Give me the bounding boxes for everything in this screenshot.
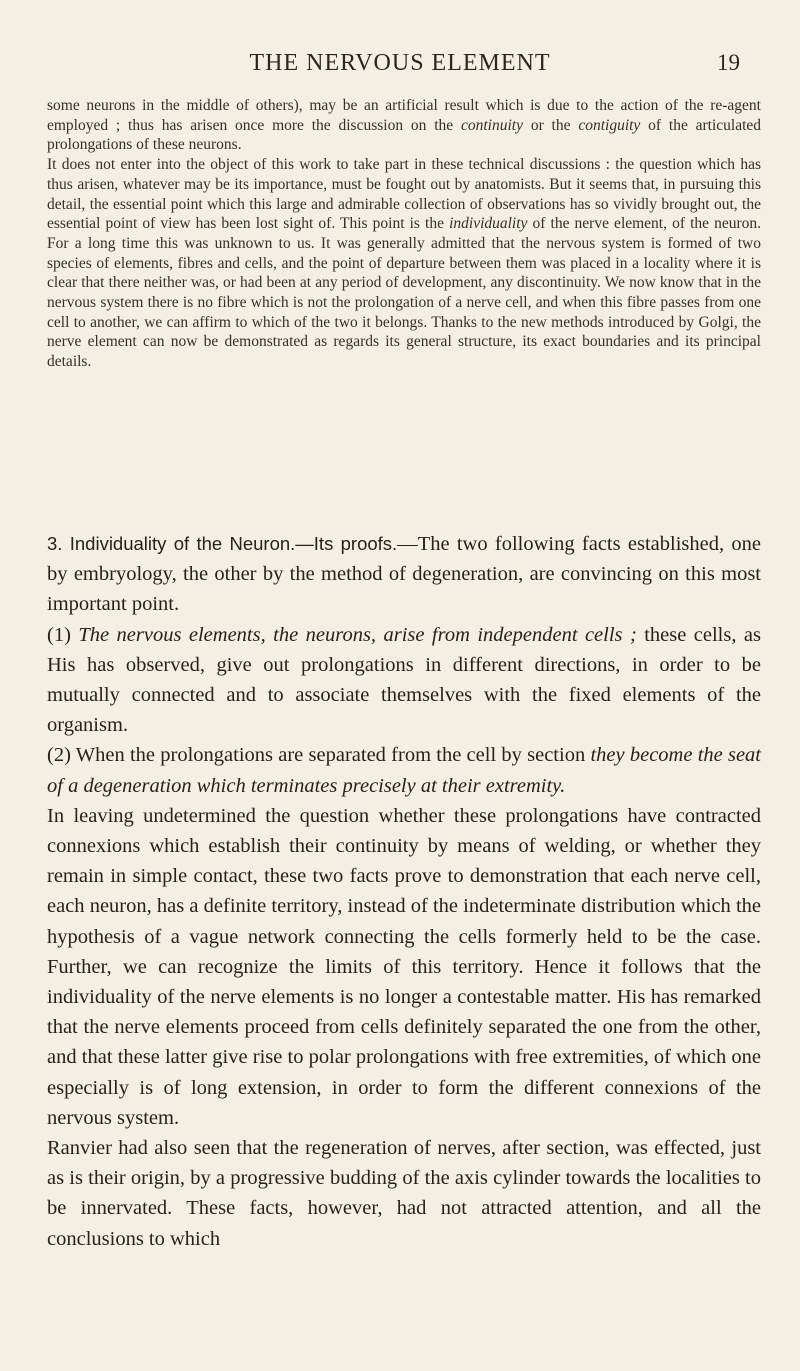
text-run: some neurons in the middle of others), may be an artificial result which is due to the action of the re-agent employed ; thus has arisen once more the discussion on the [47, 97, 761, 134]
paragraph-continuity [47, 96, 761, 155]
large-print-block [47, 529, 761, 1254]
text-run: —The two following facts established, one by embryology, the other by the method of degeneration, are convincing on this most important point. [47, 533, 761, 616]
fact-two-paragraph [47, 740, 761, 800]
section-heading: 3. Individuality of the Neuron.—Its proofs. [47, 533, 398, 554]
italic-term: individuality [449, 215, 528, 233]
fact-number: (1) [47, 623, 71, 646]
small-print-block [47, 96, 761, 372]
page-number: 19 [717, 50, 740, 75]
paragraph-ranvier: Ranvier had also seen that the regeneration of nerves, after section, was effected, just as is their origin, by a progressive budding of the axis cylinder towards the localities to be innervated. These facts, however, had not attracted attention, and all the conclusions to which [47, 1137, 761, 1250]
text-run: these cells, as His has observed, give out prolongations in different directions, in order to be mutually connected and to associate themselves with the fixed elements of the organism. [47, 623, 761, 737]
italic-statement: they become the seat of a degeneration which terminates precisely at their extremity. [47, 744, 762, 797]
text-run: (2) When the prolongations are separated from the cell by section [47, 744, 586, 767]
section-paragraph [47, 529, 761, 620]
text-run: of the nerve element, of the neuron. For a long time this was unknown to us. It was generally admitted that the nervous system is formed of two species of elements, fibres and cells, and the point of departure between them was placed in a locality where it is clear that there neither was, or had been at any period of development, any discontinuity. We now know that in the nervous system there is no fibre which is not the prolongation of a nerve cell, and when this fibre passes from one cell to another, we can affirm to which of the two it belongs. Thanks to the new methods introduced by Golgi, the nerve element can now be demonstrated as regards its general structure, its exact boundaries and its principal details. [47, 215, 762, 371]
running-title: THE NERVOUS ELEMENT [249, 50, 551, 76]
text-run: It does not enter into the object of this work to take part in these technical discussions : the question which has thus arisen, whatever may be its importance, must be fought out by anatomists. But it seems that, in pursuing this detail, the essential point which this large and admirable collection of observations has so vividly brought out, the essential point of view has been lost sight of. This point is the [47, 156, 761, 233]
italic-term: contiguity [578, 116, 641, 134]
paragraph-individuality [47, 155, 761, 372]
page-header [0, 50, 800, 84]
fact-one-paragraph [47, 620, 761, 741]
text-run: or the [530, 116, 571, 134]
text-run: of the articulated prolongations of these neurons. [47, 116, 762, 154]
italic-term: continuity [461, 116, 523, 134]
paragraph-territory: In leaving undetermined the question whether these prolongations have contracted connexions which establish their continuity by means of welding, or whether they remain in simple contact, these two facts prove to demonstration that each nerve cell, each neuron, has a definite territory, instead of the indeterminate distribution which the hypothesis of a vague network connecting the cells formerly held to be the case. Further, we can recognize the limits of this territory. Hence it follows that the individuality of the nerve elements is no longer a contestable matter. His has remarked that the nerve elements proceed from cells definitely separated the one from the other, and that these latter give rise to polar prolongations with free extremities, of which one especially is of long extension, in order to form the different connexions of the nervous system. [47, 804, 761, 1129]
italic-statement: The nervous elements, the neurons, arise from independent cells ; [78, 623, 637, 646]
